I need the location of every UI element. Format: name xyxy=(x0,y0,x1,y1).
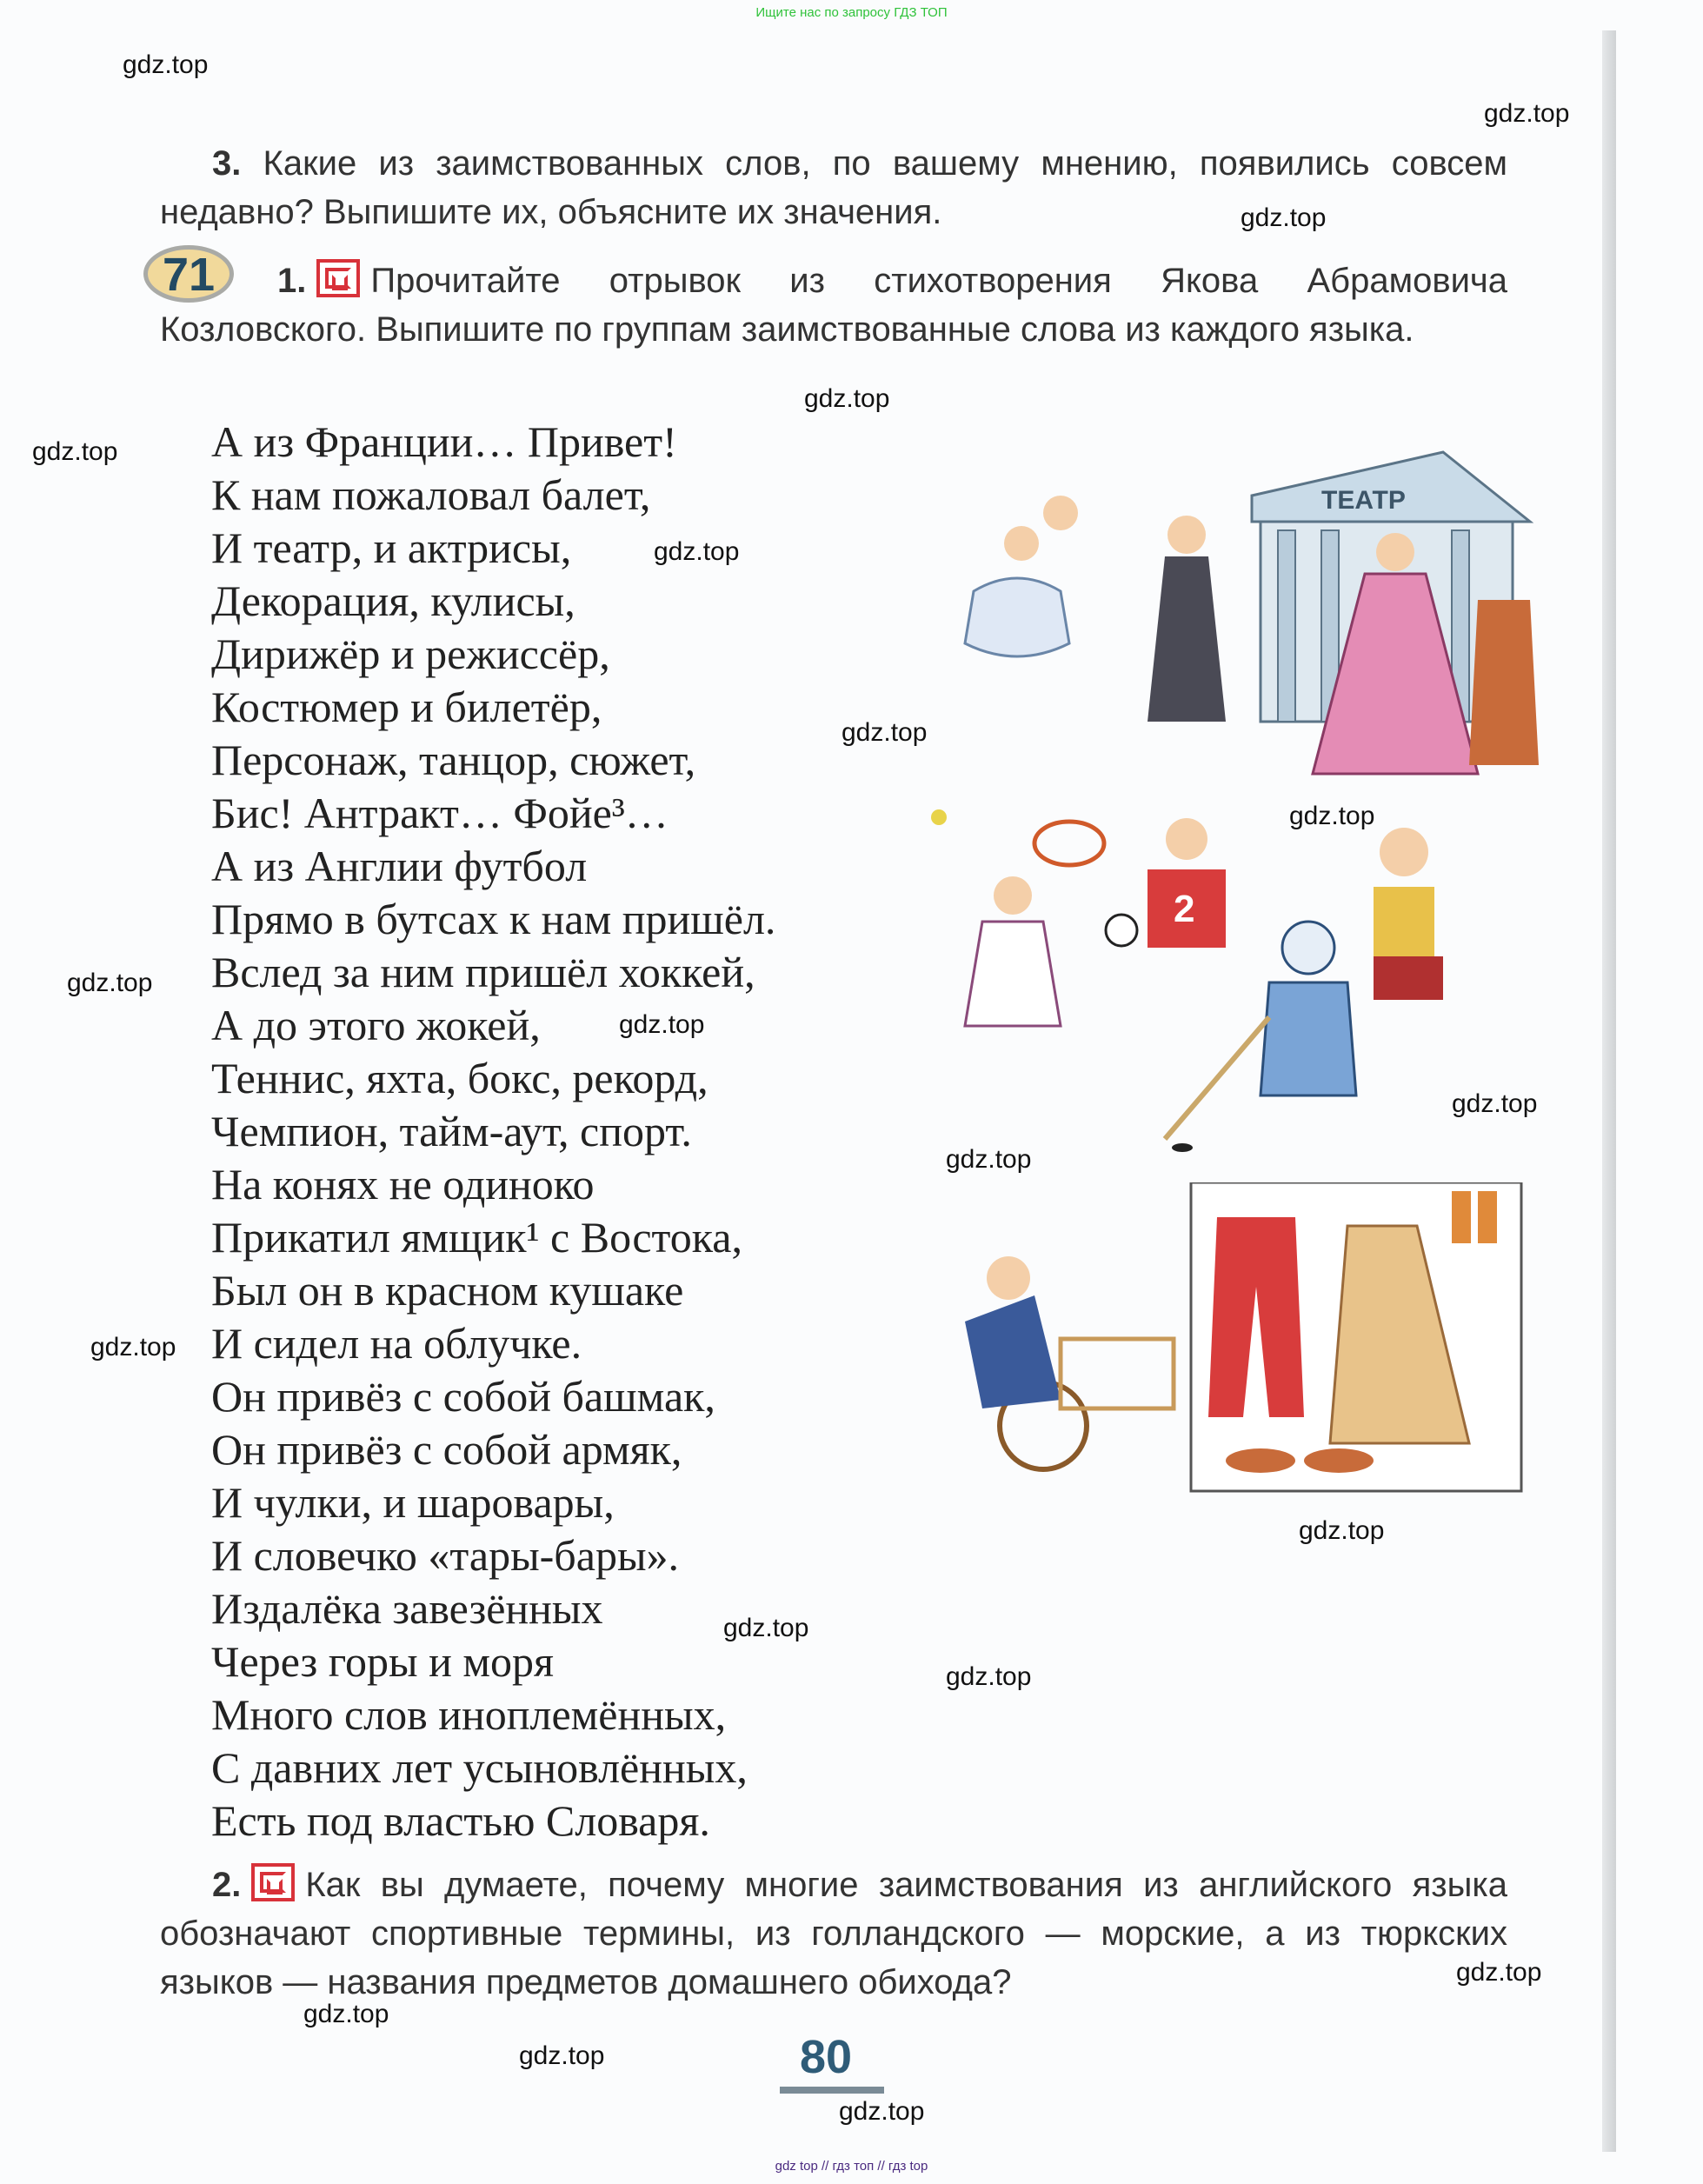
clothing-illustration xyxy=(913,1182,1539,1495)
task-1 xyxy=(160,256,1507,354)
page-number-underline xyxy=(780,2087,884,2094)
bottom-banner[interactable]: gdz top // гдз топ // гдз top xyxy=(775,2159,928,2174)
poem-line: А из Англии футбол xyxy=(211,842,588,890)
watermark: gdz.top xyxy=(946,1145,1032,1174)
poem-line: А из Франции… Привет! xyxy=(211,417,677,466)
page-edge xyxy=(1602,30,1616,2152)
theatre-illustration xyxy=(939,443,1547,791)
watermark: gdz.top xyxy=(1241,203,1327,232)
sports-illustration xyxy=(904,791,1547,1174)
watermark: gdz.top xyxy=(804,384,890,413)
poem-line: К нам пожаловал балет, xyxy=(211,470,651,519)
poem-line: Через горы и моря xyxy=(211,1637,554,1686)
meander-icon xyxy=(316,259,360,297)
watermark: gdz.top xyxy=(1299,1516,1385,1545)
poem-line: И чулки, и шаровары, xyxy=(211,1478,615,1527)
watermark: gdz.top xyxy=(1289,802,1375,830)
watermark: gdz.top xyxy=(1452,1089,1538,1118)
watermark: gdz.top xyxy=(32,437,118,466)
watermark: gdz.top xyxy=(839,2097,925,2126)
poem-line: Костюмер и билетёр, xyxy=(211,682,602,731)
watermark: gdz.top xyxy=(946,1662,1032,1691)
watermark: gdz.top xyxy=(303,2000,389,2028)
poem-line: Теннис, яхта, бокс, рекорд, xyxy=(211,1054,708,1102)
poem-line: И театр, и актрисы, xyxy=(211,523,572,572)
poem-line: Бис! Антракт… Фойе³… xyxy=(211,789,669,837)
poem-line: Декорация, кулисы, xyxy=(211,576,575,625)
watermark: gdz.top xyxy=(123,50,209,79)
poem-line: Издалёка завезённых xyxy=(211,1584,603,1633)
task-text: Какие из заимствованных слов, по вашему мнению, появились совсем недавно? Выпишите их, объясните их значения. xyxy=(160,144,1507,231)
poem-line: С давних лет усыновлённых, xyxy=(211,1743,748,1792)
task-number: 1. xyxy=(277,262,307,300)
jersey-number: 2 xyxy=(1174,888,1195,930)
watermark: gdz.top xyxy=(519,2041,605,2070)
watermark: gdz.top xyxy=(67,969,153,997)
poem-line: А до этого жокей, xyxy=(211,1001,541,1049)
watermark: gdz.top xyxy=(90,1333,176,1362)
meander-icon xyxy=(251,1863,295,1901)
poem-line: И словечко «тары-бары». xyxy=(211,1531,680,1580)
task-2 xyxy=(160,1861,1507,2007)
poem-line: Дирижёр и режиссёр, xyxy=(211,629,610,678)
poem-line: Персонаж, танцор, сюжет, xyxy=(211,736,696,784)
watermark: gdz.top xyxy=(723,1614,809,1642)
poem-line: Он привёз с собой армяк, xyxy=(211,1425,682,1474)
poem-line: Он привёз с собой башмак, xyxy=(211,1372,715,1421)
top-banner[interactable]: Ищите нас по запросу ГДЗ ТОП xyxy=(755,5,948,20)
theatre-sign: ТЕАТР xyxy=(1321,486,1406,515)
watermark: gdz.top xyxy=(1484,99,1570,128)
task-number: 2. xyxy=(212,1866,242,1904)
watermark: gdz.top xyxy=(654,537,740,566)
poem-line: Прямо в бутсах к нам пришёл. xyxy=(211,895,776,943)
page-number: 80 xyxy=(800,2031,853,2083)
poem-line: Вслед за ним пришёл хоккей, xyxy=(211,948,755,996)
poem-line: Есть под властью Словаря. xyxy=(211,1796,710,1845)
poem-line: Много слов иноплемённых, xyxy=(211,1690,727,1739)
exercise-number-badge: 71 xyxy=(143,245,234,303)
task-text: Прочитайте отрывок из стихотворения Якова Абрамовича Козловского. Выпишите по группам заимствованные слова из каждого языка. xyxy=(160,262,1507,349)
task-text: Как вы думаете, почему многие заимствования из английского языка обозначают спортивные термины, из голландского — морские, а из тюркских языков — названия предметов домашнего обихода? xyxy=(160,1866,1507,2001)
poem-line: Был он в красном кушаке xyxy=(211,1266,684,1315)
task-number: 3. xyxy=(212,144,242,183)
watermark: gdz.top xyxy=(842,718,928,747)
poem-line: Прикатил ямщик¹ с Востока, xyxy=(211,1213,742,1262)
poem xyxy=(211,416,775,1848)
poem-line: И сидел на облучке. xyxy=(211,1319,582,1368)
watermark: gdz.top xyxy=(1456,1958,1542,1987)
watermark: gdz.top xyxy=(619,1010,705,1039)
poem-line: На конях не одиноко xyxy=(211,1160,595,1209)
poem-line: Чемпион, тайм-аут, спорт. xyxy=(211,1107,692,1155)
